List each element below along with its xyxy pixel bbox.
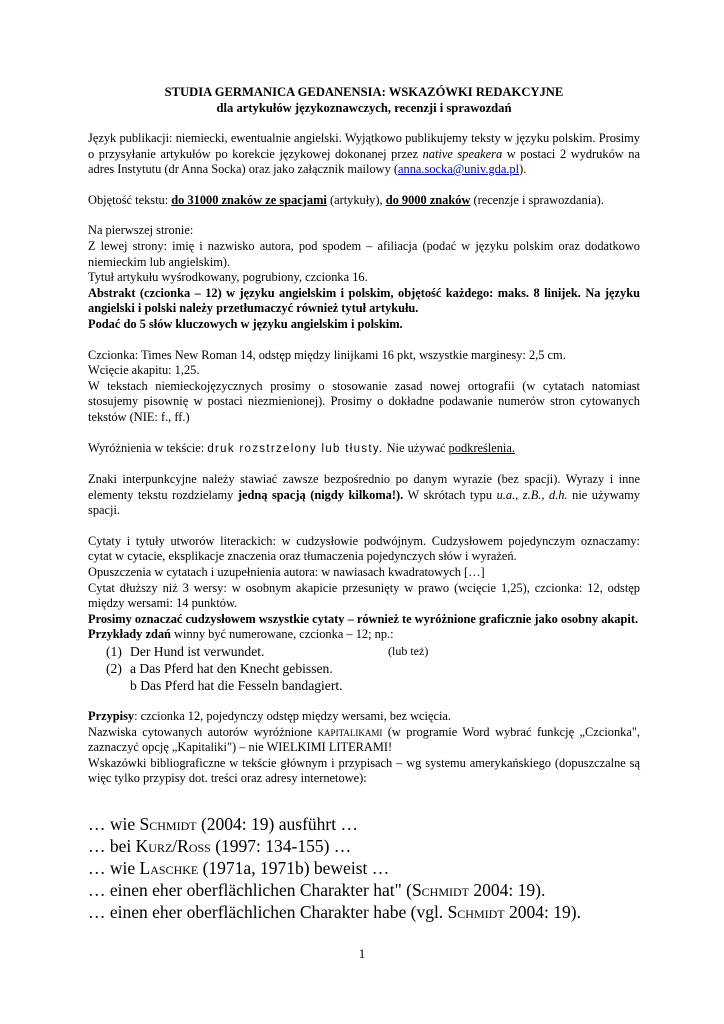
font-rule: Czcionka: Times New Roman 14, odstęp między linijkami 16 pkt, wszystkie marginesy: 2,5 cm. [88,347,566,362]
first-page-heading: Na pierwszej stronie: [88,223,194,238]
abstract-rule: Abstrakt (czcionka – 12) w języku angielskim i polskim, objętość każdego: maks. 8 linijek. Na języku angielski i polski należy przetłumaczyć również tytuł artykułu. [88,285,640,316]
language-line: Język publikacji: niemiecki, ewentualnie angielski. Wyjątkowo publikujemy teksty w języku polskim. [88,131,596,145]
bibliography-rule: Wskazówki bibliograficzne w tekście głównym i przypisach – wg systemu amerykańskiego (dopuszczalne są więc tylko przypisy dot. treści oraz adresy internetowe): [88,755,640,786]
example-2b: b Das Pferd hat die Fesseln bandagiert. [130,678,343,694]
footnotes-rule: Przypisy: czcionka 12, pojedynczy odstęp między wersami, bez wcięcia. [88,709,451,724]
article-limit: do 31000 znaków ze spacjami [171,192,327,207]
long-quote-rule: Cytat dłuższy niż 3 wersy: w osobnym akapicie przesunięty w prawo (wcięcie 1,25), czcionka: 12, odstęp między wersami: 14 punktów. [88,580,640,611]
omissions-rule: Opuszczenia w cytatach i uzupełnienia autora: w nawiasach kwadratowych […] [88,565,485,580]
example-2a: (2) a Das Pferd hat den Knecht gebissen. [106,661,333,677]
review-limit: do 9000 znaków [385,192,471,207]
citation-sample-3: … wie Laschke (1971a, 1971b) beweist … [88,858,390,878]
document-page [88,84,640,923]
punctuation-rule: Znaki interpunkcyjne należy stawiać zawsze bezpośrednio po danym wyrazie (bez spacji). Wyrazy i inne elementy tekstu rozdzielamy jedną spacją (nigdy kilkoma!). W skrótach typu u.a., z.B., d.h. nie używamy spacji. [88,472,640,518]
quotes-rule: Cytaty i tytuły utworów literackich: w cudzysłowie podwójnym. Cudzysłowem pojedynczym oznaczamy: cytat w cytacie, eksplikacje znaczenia oraz tłumaczenia pojedynczych słów i wyrażeń. [88,533,640,564]
volume-paragraph: Objętość tekstu: do 31000 znaków ze spacjami (artykuły), do 9000 znaków (recenzje i sprawozdania). [88,192,604,207]
citation-sample-4: … einen eher oberflächlichen Charakter hat" (Schmidt 2004: 19). [88,880,546,900]
page-number: 1 [358,946,366,961]
first-page-title: Tytuł artykułu wyśrodkowany, pogrubiony, czcionka 16. [88,270,368,285]
language-paragraph: Język publikacji: niemiecki, ewentualnie angielski. Wyjątkowo publikujemy teksty w języku polskim. Prosimy o przysyłanie artykułów po korekcie językowej dokonanej przez native speakera w postaci 2 wydruków na adres Instytutu (dr Anna Socka) oraz jako załącznik mailowy (anna.socka@univ.gda.pl). [88,131,640,177]
small-caps-rule: Nazwiska cytowanych autorów wyróżnione kapitalikami (w programie Word wybrać funkcję „Czcionka", zaznaczyć opcję „Kapitaliki") – nie WIELKIMI LITERAMI! [88,724,640,755]
citation-sample-1: … wie Schmidt (2004: 19) ausführt … [88,814,358,834]
indent-rule: Wcięcie akapitu: 1,25. [88,363,200,378]
email-link[interactable]: anna.socka@univ.gda.pl [398,162,520,177]
citation-sample-5: … einen eher oberflächlichen Charakter habe (vgl. Schmidt 2004: 19). [88,902,581,922]
example-1: (1) Der Hund ist verwundet. (lub też) [106,644,429,660]
citation-sample-2: … bei Kurz/Roß (1997: 134-155) … [88,836,352,856]
first-page-author: Z lewej strony: imię i nazwisko autora, pod spodem – afiliacja (podać w języku polskim oraz dodatkowo niemieckim lub angielskim). [88,238,640,269]
quote-marks-rule: Prosimy oznaczać cudzysłowem wszystkie cytaty – również te wyróżnione graficznie jako osobny akapit. [88,611,639,626]
keywords-rule: Podać do 5 słów kluczowych w języku angielskim i polskim. [88,316,403,331]
document-title: STUDIA GERMANICA GEDANENSIA: WSKAZÓWKI REDAKCYJNE [164,85,564,99]
document-subtitle: dla artykułów językoznawczych, recenzji i sprawozdań [216,101,512,115]
highlight-rule: Wyróżnienia w tekście: druk rozstrzelony lub tłusty. Nie używać podkreślenia. [88,440,515,455]
alternative-note: (lub też) [388,644,429,659]
examples-rule: Przykłady zdań winny być numerowane, czcionka – 12; np.: [88,627,394,642]
orthography-rule: W tekstach niemieckojęzycznych prosimy o stosowanie zasad nowej ortografii (w cytatach natomiast stosujemy pisownię w postaci niezmienionej). Prosimy o dokładne podawanie numerów stron cytowanych tekstów (NIE: f., ff.) [88,378,640,424]
